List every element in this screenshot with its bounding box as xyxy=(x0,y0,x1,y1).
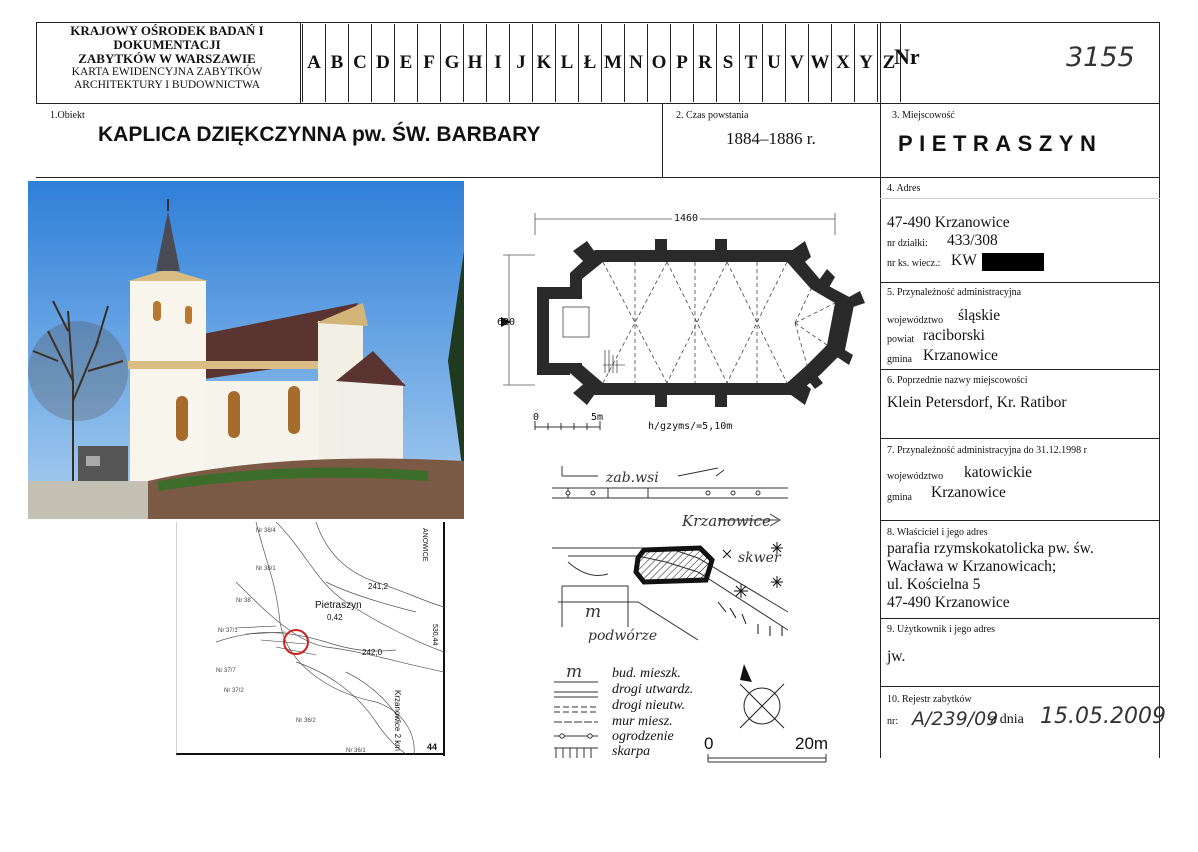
letter-cell: P xyxy=(670,24,693,102)
poprzednie-value: Klein Petersdorf, Kr. Ratibor xyxy=(887,394,1067,411)
dzialka-value: 433/308 xyxy=(947,232,998,249)
gmina1998-value: Krzanowice xyxy=(931,484,1006,501)
chapel-photo xyxy=(28,181,464,519)
letter-cell: Z xyxy=(877,24,901,102)
czas-label: 2. Czas powstania xyxy=(676,110,749,121)
svg-text:Nr 37/2: Nr 37/2 xyxy=(224,688,244,694)
rejestr-date: 15.05.2009 xyxy=(1040,704,1166,729)
legend-drogi-nieutw: drogi nieutw. xyxy=(612,698,686,713)
przynaleznosc-label: 5. Przynależność administracyjna xyxy=(887,287,1022,298)
wlasciciel-line1: parafia rzymskokatolicka pw. św. xyxy=(887,540,1094,557)
letter-cell: C xyxy=(348,24,371,102)
institution-line2: DOKUMENTACJI xyxy=(113,37,221,52)
map-elev3: 0,42 xyxy=(327,613,343,622)
letter-cell: R xyxy=(693,24,716,102)
miejscowosc-label: 3. Miejscowość xyxy=(892,110,955,121)
site-krzanowice: Krzanowice xyxy=(682,512,771,530)
map-grid-top: 530,44 xyxy=(431,624,438,646)
svg-text:Nr 36/1: Nr 36/1 xyxy=(346,748,366,754)
site-scale-twenty: 20m xyxy=(795,734,829,753)
uzytkownik-value: jw. xyxy=(887,648,906,665)
plan-scale-five: 5m xyxy=(591,412,604,423)
letter-cell: W xyxy=(808,24,831,102)
woj-label: województwo xyxy=(887,315,944,326)
legend-bud-mieszk: bud. mieszk. xyxy=(612,666,681,681)
przynaleznosc1998-label: 7. Przynależność administracyjna do 31.12.1998 r xyxy=(887,445,1087,456)
ks-label: nr ks. wiecz.: xyxy=(887,258,941,269)
topo-map xyxy=(176,522,446,758)
site-skwer: skwer xyxy=(738,550,781,566)
letter-cell: Y xyxy=(854,24,877,102)
letter-cell: M xyxy=(601,24,624,102)
site-zab-wsi: zab.wsi xyxy=(606,470,659,486)
plan-width-dim: 1460 xyxy=(674,213,699,224)
gmina-label: gmina xyxy=(887,354,912,365)
letter-cell: S xyxy=(716,24,739,102)
letter-cell: V xyxy=(785,24,808,102)
map-place: Pietraszyn xyxy=(315,600,362,611)
legend-mur-miesz: mur miesz. xyxy=(612,714,673,729)
svg-text:Nr 37/1: Nr 37/1 xyxy=(218,628,238,634)
legend-symbol-m: m xyxy=(566,662,583,682)
letter-cell: O xyxy=(647,24,670,102)
site-podworze: podwórze xyxy=(588,628,658,644)
letter-cell: J xyxy=(509,24,532,102)
floor-plan xyxy=(495,205,865,435)
powiat-label: powiat xyxy=(887,334,915,345)
svg-text:Nr 37/7: Nr 37/7 xyxy=(216,668,236,674)
adres-line: 47-490 Krzanowice xyxy=(887,214,1010,231)
gmina1998-label: gmina xyxy=(887,492,912,503)
letter-cell: G xyxy=(440,24,463,102)
legend-symbols xyxy=(548,662,618,772)
svg-text:Nr 38: Nr 38 xyxy=(236,598,251,604)
plan-scale-zero: 0 xyxy=(533,412,540,423)
woj1998-label: województwo xyxy=(887,471,944,482)
obiekt-label: 1.Obiekt xyxy=(50,110,85,121)
letter-cell: H xyxy=(463,24,486,102)
institution-header xyxy=(38,24,296,92)
map-elev1: 241,2 xyxy=(368,582,389,591)
miejscowosc-value: PIETRASZYN xyxy=(898,131,1103,156)
letter-cell: X xyxy=(831,24,854,102)
legend-skarpa: skarpa xyxy=(612,744,651,759)
institution-line1: KRAJOWY OŚRODEK BADAŃ I xyxy=(70,23,264,38)
powiat-value: raciborski xyxy=(923,327,985,344)
poprzednie-label: 6. Poprzednie nazwy miejscowości xyxy=(887,375,1028,386)
letter-cell: N xyxy=(624,24,647,102)
wlasciciel-line2: Wacława w Krzanowicach; xyxy=(887,558,1057,575)
uzytkownik-label: 9. Użytkownik i jego adres xyxy=(887,624,996,635)
rejestr-z-dnia: z dnia xyxy=(990,712,1024,727)
adres-label: 4. Adres xyxy=(887,183,921,194)
rejestr-nr-value: A/239/09 xyxy=(912,708,999,730)
dzialka-label: nr działki: xyxy=(887,238,928,249)
rejestr-nr-label: nr: xyxy=(887,716,899,727)
letter-cell: A xyxy=(302,24,325,102)
svg-text:Nr 38/4: Nr 38/4 xyxy=(256,528,276,534)
redaction-bar xyxy=(982,253,1044,271)
map-anowice: ANOWICE xyxy=(421,528,428,562)
wlasciciel-label: 8. Właściciel i jego adres xyxy=(887,527,988,538)
wlasciciel-line3: ul. Kościelna 5 xyxy=(887,576,981,593)
rejestr-label: 10. Rejestr zabytków xyxy=(887,694,972,705)
institution-line3: ZABYTKÓW W WARSZAWIE xyxy=(78,51,256,66)
wlasciciel-address xyxy=(887,540,1094,612)
letter-cell: F xyxy=(417,24,440,102)
ks-value: KW xyxy=(951,252,977,269)
wlasciciel-line4: 47-490 Krzanowice xyxy=(887,594,1010,611)
map-elev2: 242,0 xyxy=(362,648,383,657)
site-scale-zero: 0 xyxy=(704,734,714,753)
letter-cell: T xyxy=(739,24,762,102)
woj-value: śląskie xyxy=(958,307,1001,324)
site-m: m xyxy=(585,602,602,622)
woj1998-value: katowickie xyxy=(964,464,1033,481)
gmina-value: Krzanowice xyxy=(923,347,998,364)
letter-cell: K xyxy=(532,24,555,102)
legend-ogrodzenie: ogrodzenie xyxy=(612,729,674,744)
institution-line5: ARCHITEKTURY I BUDOWNICTWA xyxy=(73,79,261,91)
letter-cell: D xyxy=(371,24,394,102)
nr-value: 3155 xyxy=(1066,42,1135,73)
plan-height-note: h/gzyms/=5,10m xyxy=(648,421,733,432)
letter-index xyxy=(302,24,901,102)
letter-cell: B xyxy=(325,24,348,102)
nr-label: Nr xyxy=(894,44,920,69)
letter-cell: E xyxy=(394,24,417,102)
svg-text:Nr 36/2: Nr 36/2 xyxy=(296,718,316,724)
map-grid-num: 44 xyxy=(427,742,438,752)
obiekt-value: KAPLICA DZIĘKCZYNNA pw. ŚW. BARBARY xyxy=(98,123,541,146)
letter-cell: I xyxy=(486,24,509,102)
letter-cell: L xyxy=(555,24,578,102)
map-road: Krzanowice 2 km xyxy=(393,690,402,751)
letter-cell: U xyxy=(762,24,785,102)
plan-depth-dim: 620 xyxy=(497,317,516,328)
institution-line4: KARTA EWIDENCYJNA ZABYTKÓW xyxy=(71,66,263,78)
svg-text:Nr 38/1: Nr 38/1 xyxy=(256,566,276,572)
legend-drogi-utwardz: drogi utwardz. xyxy=(612,682,694,697)
letter-cell: Ł xyxy=(578,24,601,102)
czas-value: 1884–1886 r. xyxy=(726,129,816,148)
